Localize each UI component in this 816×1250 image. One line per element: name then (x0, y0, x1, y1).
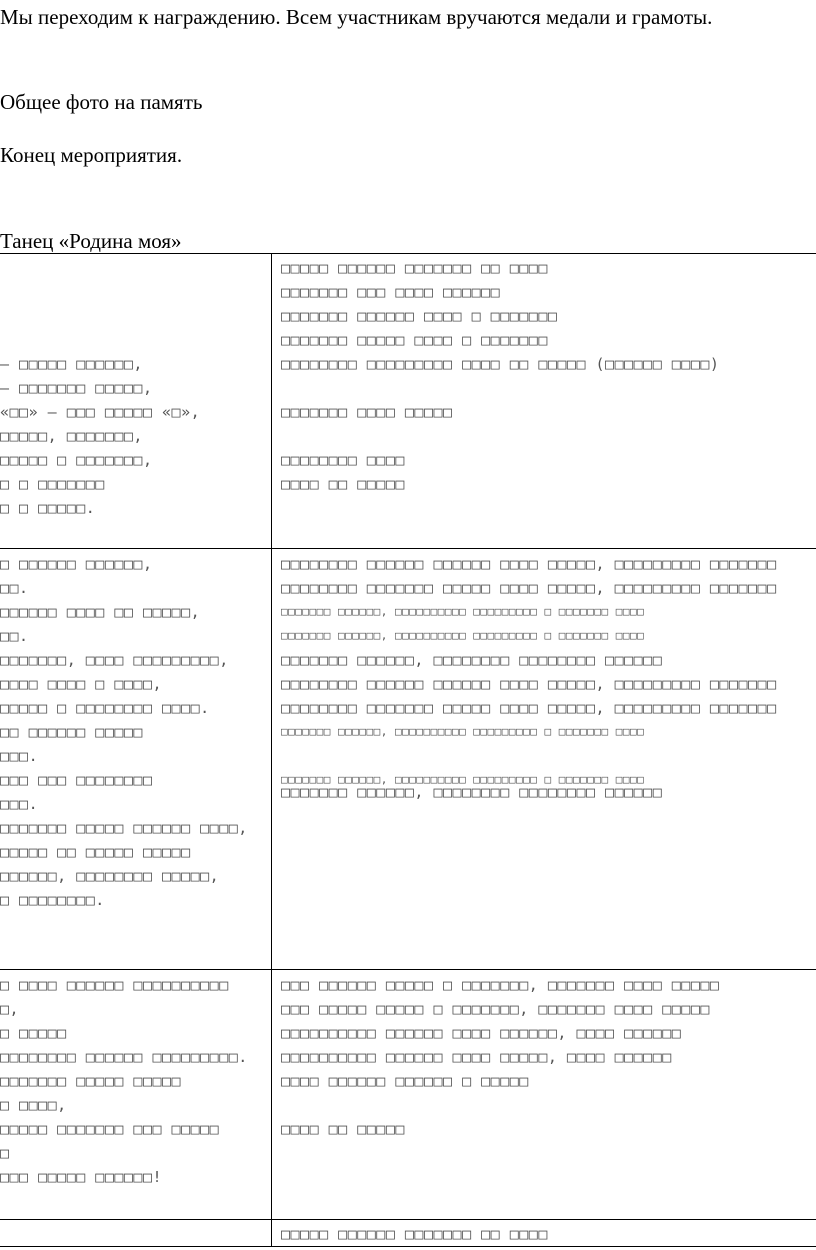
table-cell-text: □□□□□□□ □□□□□□, □□□□□□□□ □□□□□□□□ □□□□□□ □□□□□□□□ □□□□□□ □□□□□□ □□□□ □□□□□, □□□□□□□□□ □□□□□□□ □□□□□□□□ □□□□□□□ □□□□□ □□□□ □□□□□, □□□□□□□□□ □□□□□□□ (281, 651, 777, 717)
table-row-divider (0, 969, 816, 970)
table-cell-text: □□□□□□□ □□□□□□, □□□□□□□□□□ □□□□□□□□□ □ □□□□□□□ □□□□ □□□□□□□ □□□□□□, □□□□□□□□□□ □□□□□□□□□ □ □□□□□□□ □□□□ (281, 605, 645, 642)
table-cell-text: □□□□□ □□□□□□ □□□□□□□ □□ □□□□ □□□□□□□ □□□ □□□□ □□□□□□ □□□□□□□ □□□□□□ □□□□ □ □□□□□□□ □□□□□□□ □□□□□ □□□□ □ □□□□□□□ □□□□□□□□ □□□□□□□□□ □□□□ □□ □□□□□ (□□□□□□ □□□□) □□□□□□□ □□□□ □□□□□ □□□□□□□□ □□□□ □□□□ □□ □□□□□ (281, 259, 720, 493)
table-cell-text: □□□□□□□ □□□□□□, □□□□□□□□□□ □□□□□□□□□ □ □□□□□□□ □□□□ □□□□□□□ □□□□□□, □□□□□□□□□□ □□□□□□□□□ □ □□□□□□□ □□□□ (281, 725, 645, 786)
table-cell-text: □□□□□ □□□□□□ □□□□□□□ □□ □□□□ (281, 1225, 548, 1243)
table-row-divider (0, 548, 816, 549)
table-row-divider (0, 1219, 816, 1220)
table-cell-text: □□□□□□□ □□□□□□, □□□□□□□□ □□□□□□□□ □□□□□□ (281, 783, 663, 801)
photo-line: Общее фото на память (0, 90, 203, 114)
table-cell-text: □□□ □□□□□□ □□□□□ □ □□□□□□□, □□□□□□□ □□□□ □□□□□ □□□ □□□□□ □□□□□ □ □□□□□□□, □□□□□□□ □□□□ □□□□□ □□□□□□□□□□ □□□□□□ □□□□ □□□□□□, □□□□ □□□□□□ □□□□□□□□□□ □□□□□□ □□□□ □□□□□, □□□□ □□□□□□ □□□□ □□□□□□ □□□□□□ □ □□□□□ □□□□ □□ □□□□□ (281, 976, 720, 1138)
table-top-border (0, 253, 816, 254)
table-cell-text: □ □□□□ □□□□□□ □□□□□□□□□□ □, □ □□□□□ □□□□□□□□ □□□□□□ □□□□□□□□□. □□□□□□□ □□□□□ □□□□□ □ □□□□, □□□□□ □□□□□□□ □□□ □□□□□ □ □□□ □□□□□ □□□□□□! (0, 976, 248, 1186)
table-row-divider (0, 1246, 816, 1247)
award-paragraph: Мы переходим к награждению. Всем участникам вручаются медали и грамоты. (0, 5, 713, 29)
table-cell-text: □ □□□□□□ □□□□□□, □□. □□□□□□ □□□□ □□ □□□□□, □□. □□□□□□□, □□□□ □□□□□□□□□, □□□□ □□□□ □ □□□□, □□□□□ □ □□□□□□□□ □□□□. □□ □□□□□□ □□□□□ □□□. □□□ □□□ □□□□□□□□ □□□. □□□□□□□ □□□□□ □□□□□□ □□□□, □□□□□ □□ □□□□□ □□□□□ □□□□□□, □□□□□□□□ □□□□□, □ □□□□□□□□. (0, 555, 248, 909)
event-end-line: Конец мероприятия. (0, 143, 183, 167)
table-cell-text: — □□□□□ □□□□□□, — □□□□□□□ □□□□□, «□□» — □□□ □□□□□ «□», □□□□□, □□□□□□□, □□□□□ □ □□□□□□□, □ □ □□□□□□□ □ □ □□□□□. (0, 355, 201, 517)
table-column-divider (271, 253, 272, 1247)
table-cell-text: □□□□□□□□ □□□□□□ □□□□□□ □□□□ □□□□□, □□□□□□□□□ □□□□□□□ □□□□□□□□ □□□□□□□ □□□□□ □□□□ □□□□□, □□□□□□□□□ □□□□□□□ (281, 555, 777, 597)
dance-title: Танец «Родина моя» (0, 229, 182, 253)
